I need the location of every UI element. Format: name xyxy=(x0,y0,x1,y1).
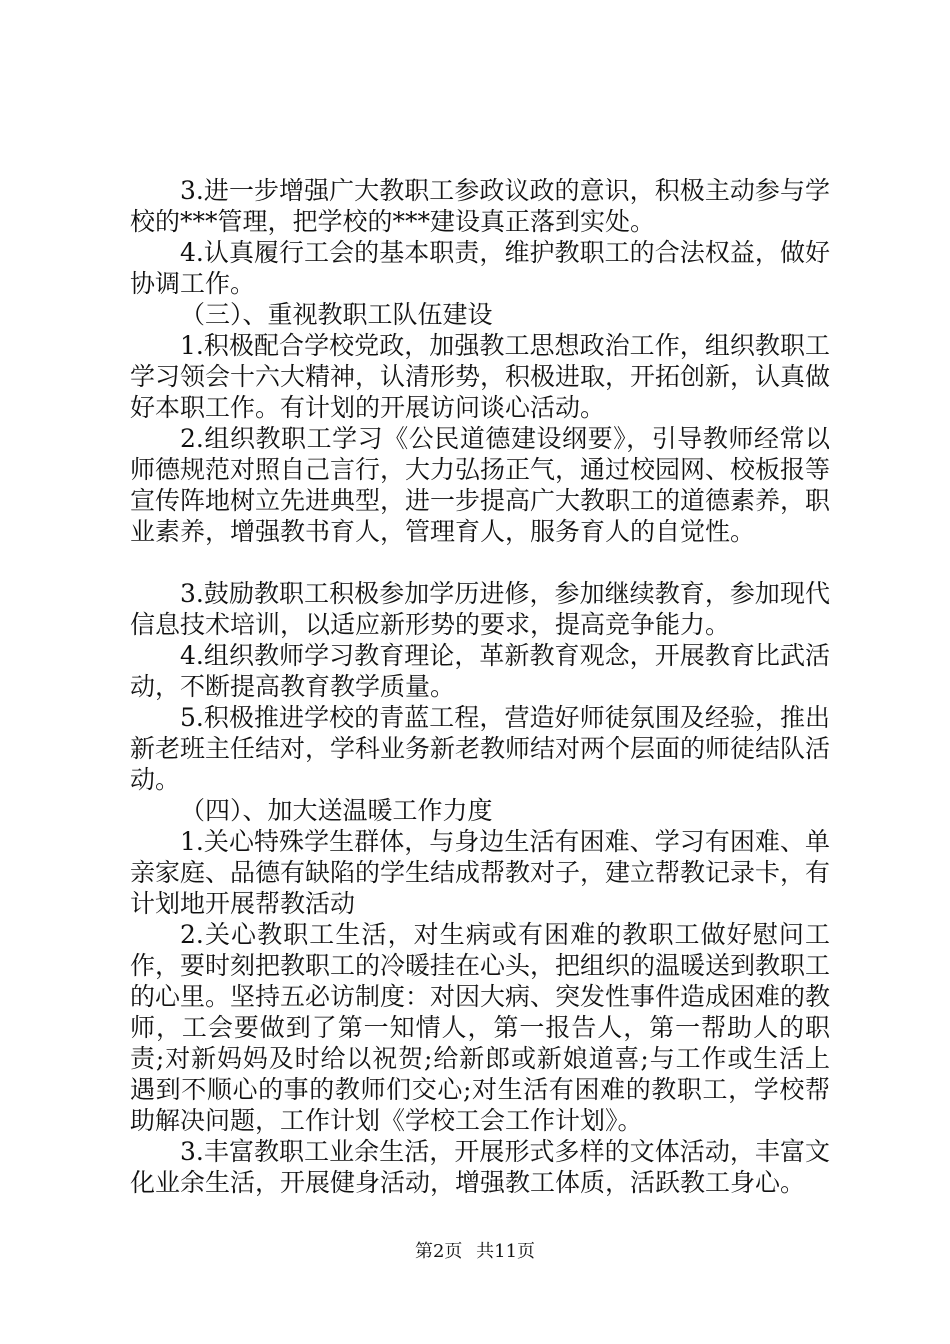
paragraph-item-1c: 1.关心特殊学生群体，与身边生活有困难、学习有困难、单亲家庭、品德有缺陷的学生结成帮教对子，建立帮教记录卡，有计划地开展帮教活动 xyxy=(130,827,831,918)
section-heading-3: （三）、重视教职工队伍建设 xyxy=(180,300,493,329)
paragraph-item-3b: 3.鼓励教职工积极参加学历进修，参加继续教育，参加现代信息技术培训，以适应新形势的要求，提高竞争能力。 xyxy=(130,579,830,639)
paragraph-item-2: 2.组织教职工学习《公民道德建设纲要》，引导教师经常以师德规范对照自己言行，大力弘扬正气，通过校园网、校板报等宣传阵地树立先进典型，进一步提高广大教职工的道德素养，职业素养，增强教书育人，管理育人，服务育人的自觉性。 xyxy=(130,424,831,546)
section-heading-4: （四）、加大送温暖工作力度 xyxy=(180,796,493,825)
document-body xyxy=(130,175,830,1198)
paragraph-item-3: 3.进一步增强广大教职工参政议政的意识，积极主动参与学校的***管理，把学校的***建设真正落到实处。 xyxy=(130,176,830,236)
page-number: 第2页 xyxy=(414,1241,463,1262)
paragraph-item-3c: 3.丰富教职工业余生活，开展形式多样的文体活动，丰富文化业余生活，开展健身活动，增强教工体质，活跃教工身心。 xyxy=(130,1137,830,1197)
paragraph-item-4b: 4.组织教师学习教育理论，革新教育观念，开展教育比武活动，不断提高教育教学质量。 xyxy=(130,641,830,701)
paragraph-item-4: 4.认真履行工会的基本职责，维护教职工的合法权益，做好协调工作。 xyxy=(130,238,830,298)
paragraph-gap xyxy=(130,547,830,578)
page-total: 共11页 xyxy=(476,1241,536,1262)
paragraph-item-1: 1.积极配合学校党政，加强教工思想政治工作，组织教职工学习领会十六大精神，认清形势，积极进取，开拓创新，认真做好本职工作。有计划的开展访问谈心活动。 xyxy=(130,331,831,422)
paragraph-item-5: 5.积极推进学校的青蓝工程，营造好师徒氛围及经验，推出新老班主任结对，学科业务新老教师结对两个层面的师徒结队活动。 xyxy=(130,703,831,794)
paragraph-item-2c: 2.关心教职工生活，对生病或有困难的教职工做好慰问工作，要时刻把教职工的冷暖挂在心头，把组织的温暖送到教职工的心里。坚持五必访制度：对因大病、突发性事件造成困难的教师，工会要做到了第一知情人，第一报告人，第一帮助人的职责;对新妈妈及时给以祝贺;给新郎或新娘道喜;与工作或生活上遇到不顺心的事的教师们交心;对生活有困难的教职工，学校帮助解决问题，工作计划《学校工会工作计划》。 xyxy=(130,920,831,1135)
page-footer xyxy=(0,1242,950,1262)
